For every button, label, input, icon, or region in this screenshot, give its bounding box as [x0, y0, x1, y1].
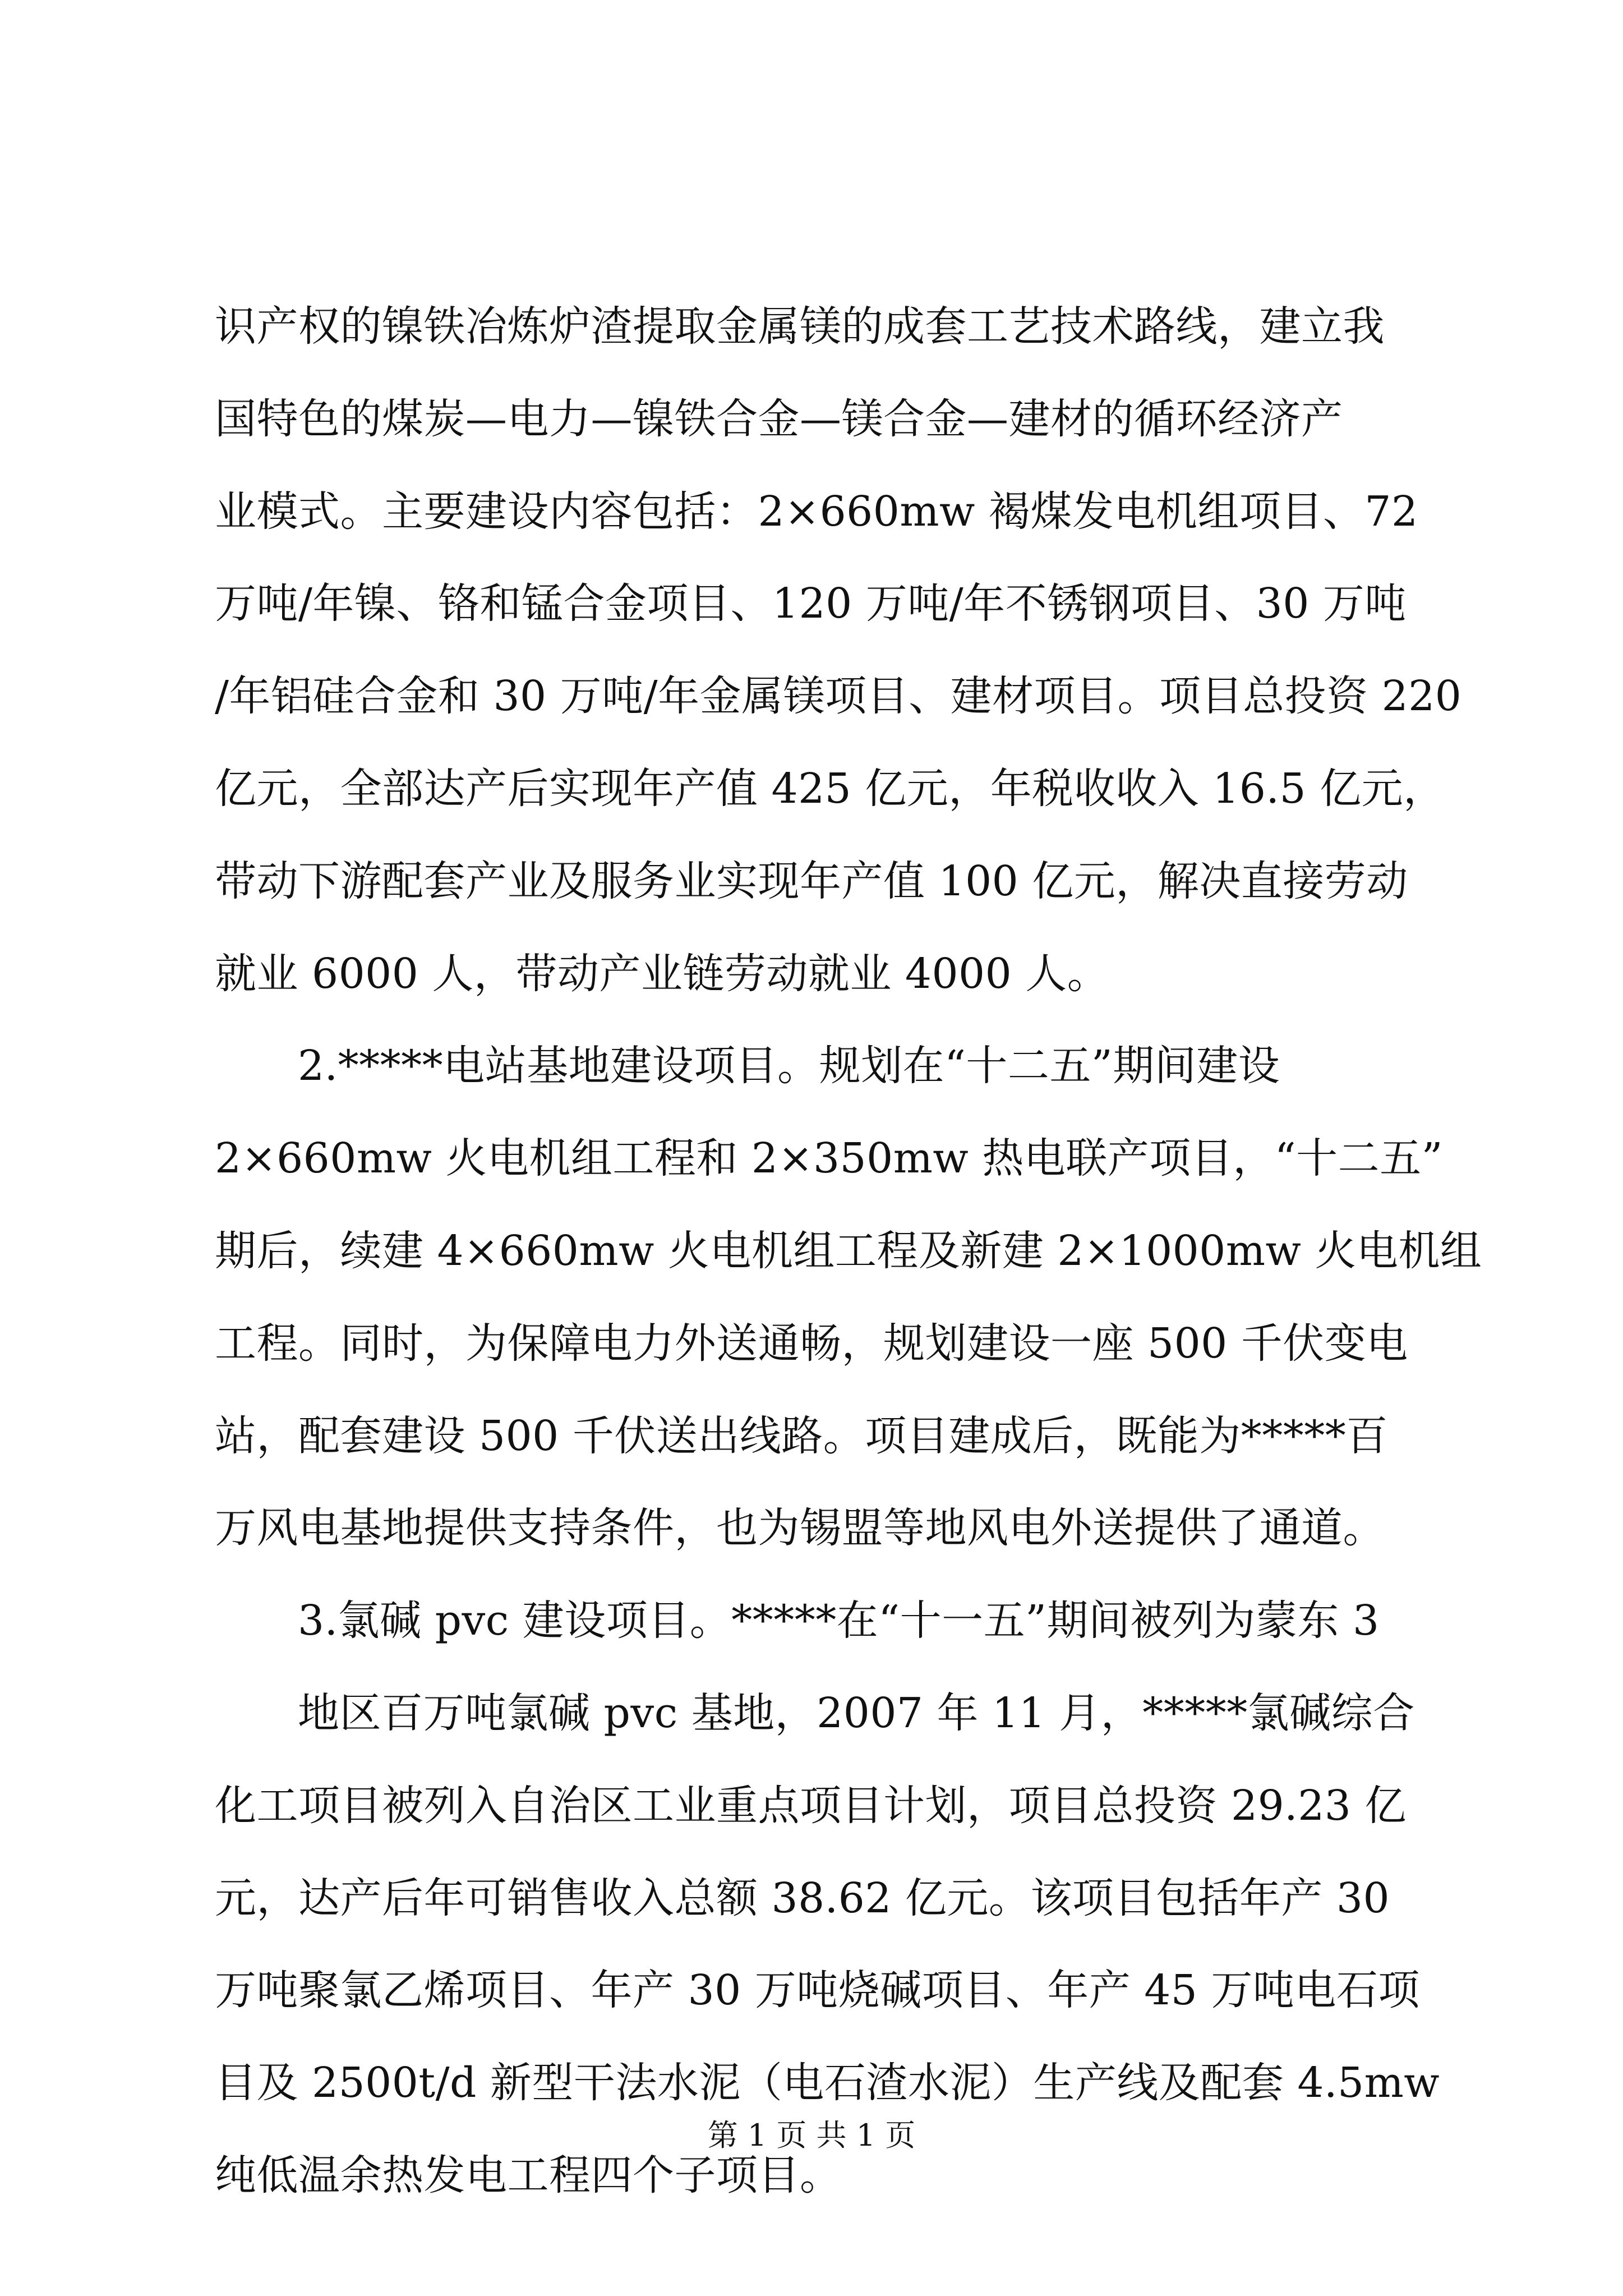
text-line: 目及 2500t/d 新型干法水泥（电石渣水泥）生产线及配套 4.5mw — [215, 2059, 1440, 2108]
text-line: /年铝硅合金和 30 万吨/年金属镁项目、建材项目。项目总投资 220 — [215, 672, 1462, 721]
page-footer — [0, 2116, 1623, 2155]
text-line: 站，配套建设 500 千伏送出线路。项目建成后，既能为*****百 — [215, 1411, 1388, 1460]
paragraph-start-line: 2.*****电站基地建设项目。规划在“十二五”期间建设 — [298, 1042, 1280, 1091]
text-line: 识产权的镍铁冶炼炉渣提取金属镁的成套工艺技术路线，建立我 — [215, 302, 1385, 351]
paragraph-start-line: 3.氯碱 pvc 建设项目。*****在“十一五”期间被列为蒙东 3 — [298, 1596, 1380, 1645]
text-line: 工程。同时，为保障电力外送通畅，规划建设一座 500 千伏变电 — [215, 1319, 1408, 1368]
text-line: 业模式。主要建设内容包括：2×660mw 褐煤发电机组项目、72 — [215, 487, 1418, 536]
text-line: 就业 6000 人，带动产业链劳动就业 4000 人。 — [215, 949, 1109, 998]
text-line: 国特色的煤炭—电力—镍铁合金—镁合金—建材的循环经济产 — [215, 394, 1343, 443]
text-line: 2×660mw 火电机组工程和 2×350mw 热电联产项目，“十二五” — [215, 1134, 1443, 1183]
paragraph-start-line: 地区百万吨氯碱 pvc 基地，2007 年 11 月，*****氯碱综合 — [298, 1688, 1415, 1737]
text-line: 元，达产后年可销售收入总额 38.62 亿元。该项目包括年产 30 — [215, 1874, 1390, 1922]
text-line: 期后，续建 4×660mw 火电机组工程及新建 2×1000mw 火电机组 — [215, 1226, 1482, 1275]
text-line: 万吨聚氯乙烯项目、年产 30 万吨烧碱项目、年产 45 万吨电石项 — [215, 1966, 1420, 2015]
text-line: 纯低温余热发电工程四个子项目。 — [215, 2151, 842, 2200]
text-line: 带动下游配套产业及服务业实现年产值 100 亿元，解决直接劳动 — [215, 857, 1408, 905]
text-line: 万风电基地提供支持条件，也为锡盟等地风电外送提供了通道。 — [215, 1504, 1385, 1553]
text-line: 万吨/年镍、铬和锰合金项目、120 万吨/年不锈钢项目、30 万吨 — [215, 579, 1407, 628]
text-line: 化工项目被列入自治区工业重点项目计划，项目总投资 29.23 亿 — [215, 1781, 1407, 1830]
page-number-label: 第 1 页 共 1 页 — [707, 2118, 916, 2153]
text-line: 亿元，全部达产后实现年产值 425 亿元，年税收收入 16.5 亿元， — [215, 764, 1445, 813]
document-body — [215, 280, 1482, 2222]
